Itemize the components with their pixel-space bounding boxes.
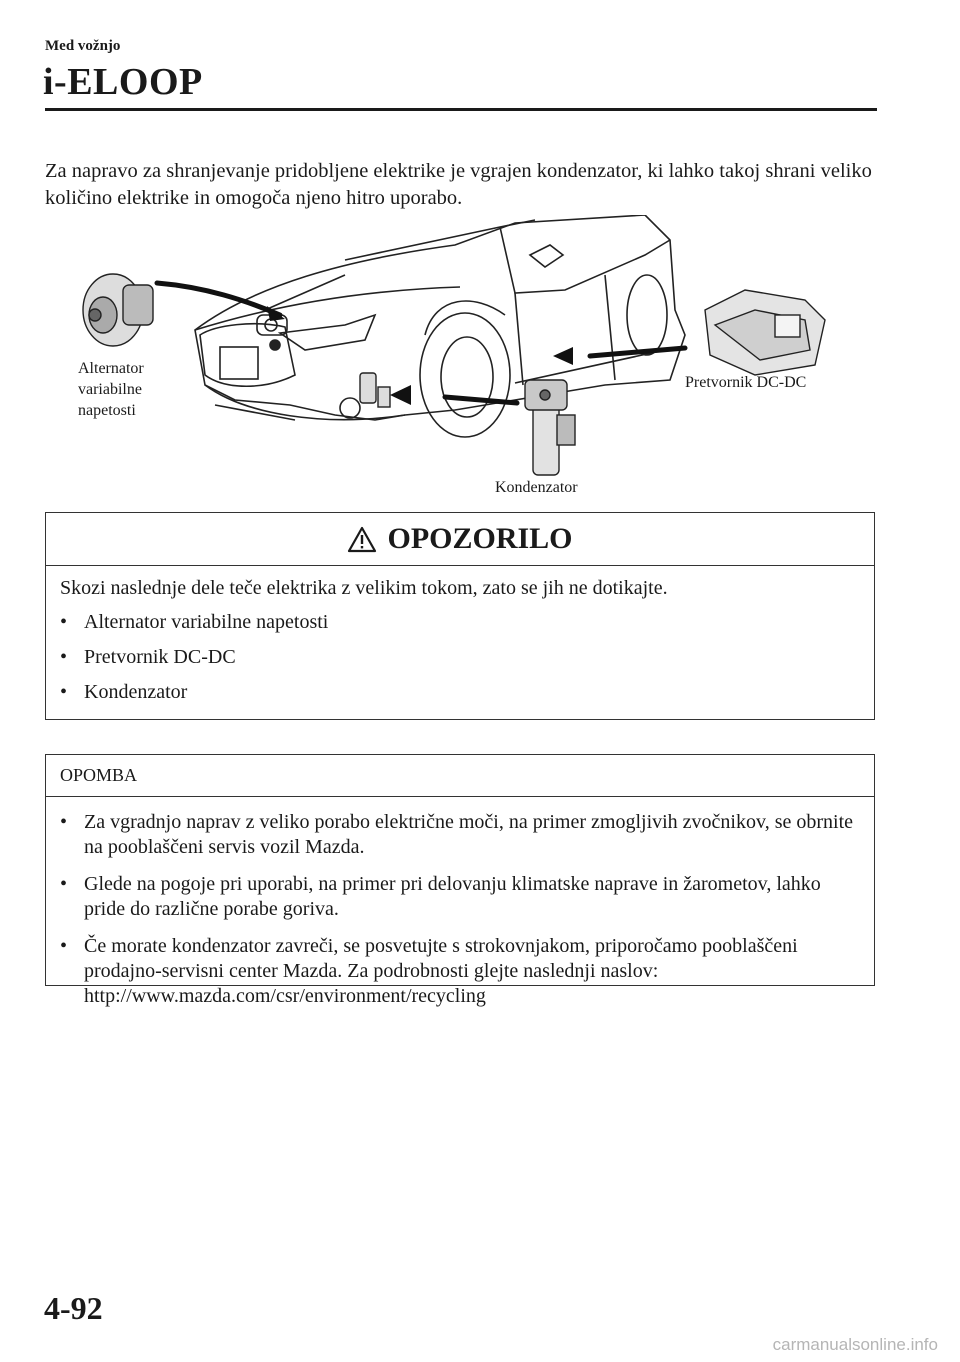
note-list	[60, 810, 860, 1009]
warning-title: OPOZORILO	[387, 522, 573, 555]
warning-header	[46, 513, 874, 566]
warning-text: Skozi naslednje dele teče elektrika z velikim tokom, zato se jih ne dotikajte.	[60, 577, 668, 599]
note-box	[45, 754, 875, 1007]
list-item: • Glede na pogoje pri uporabi, na primer pri delovanju klimatske naprave in žarometov, lahko pride do različne porabe goriva.	[60, 873, 821, 920]
title-divider	[45, 108, 877, 111]
car-illustration	[45, 215, 877, 505]
section-label: Med vožnjo	[45, 38, 121, 54]
list-item: • Za vgradnjo naprav z veliko porabo električne moči, na primer zmogljivih zvočnikov, se obrnite na pooblaščeni servis vozil Mazda.	[60, 811, 854, 858]
warning-triangle-icon	[347, 526, 377, 553]
list-item: • Pretvornik DC-DC	[60, 646, 236, 668]
note-header: OPOMBA	[46, 755, 874, 797]
capacitor-label: Kondenzator	[495, 479, 578, 496]
intro-paragraph: Za napravo za shranjevanje pridobljene elektrike je vgrajen kondenzator, ki lahko takoj shrani veliko količino elektrike in omogoča njeno hitro uporabo.	[45, 160, 872, 209]
list-item: • Če morate kondenzator zavreči, se posvetujte s strokovnjakom, priporočamo pooblaščeni prodajno-servisni center Mazda. Za podrobnosti glejte naslednji naslov: http://www.mazda.com/csr/environment/recycling	[60, 935, 798, 1007]
watermark: carmanualsonline.info	[772, 1335, 938, 1354]
alternator-label: Alternator variabilne napetosti	[78, 360, 144, 419]
dcdc-converter-label: Pretvornik DC-DC	[685, 374, 807, 391]
list-item: • Kondenzator	[60, 681, 188, 703]
warning-box	[45, 512, 875, 720]
page-number: 4-92	[44, 1290, 103, 1326]
eloop-components-figure	[45, 215, 877, 505]
list-item: • Alternator variabilne napetosti	[60, 611, 329, 633]
page-title: i-ELOOP	[43, 61, 203, 103]
warning-list	[60, 610, 860, 705]
